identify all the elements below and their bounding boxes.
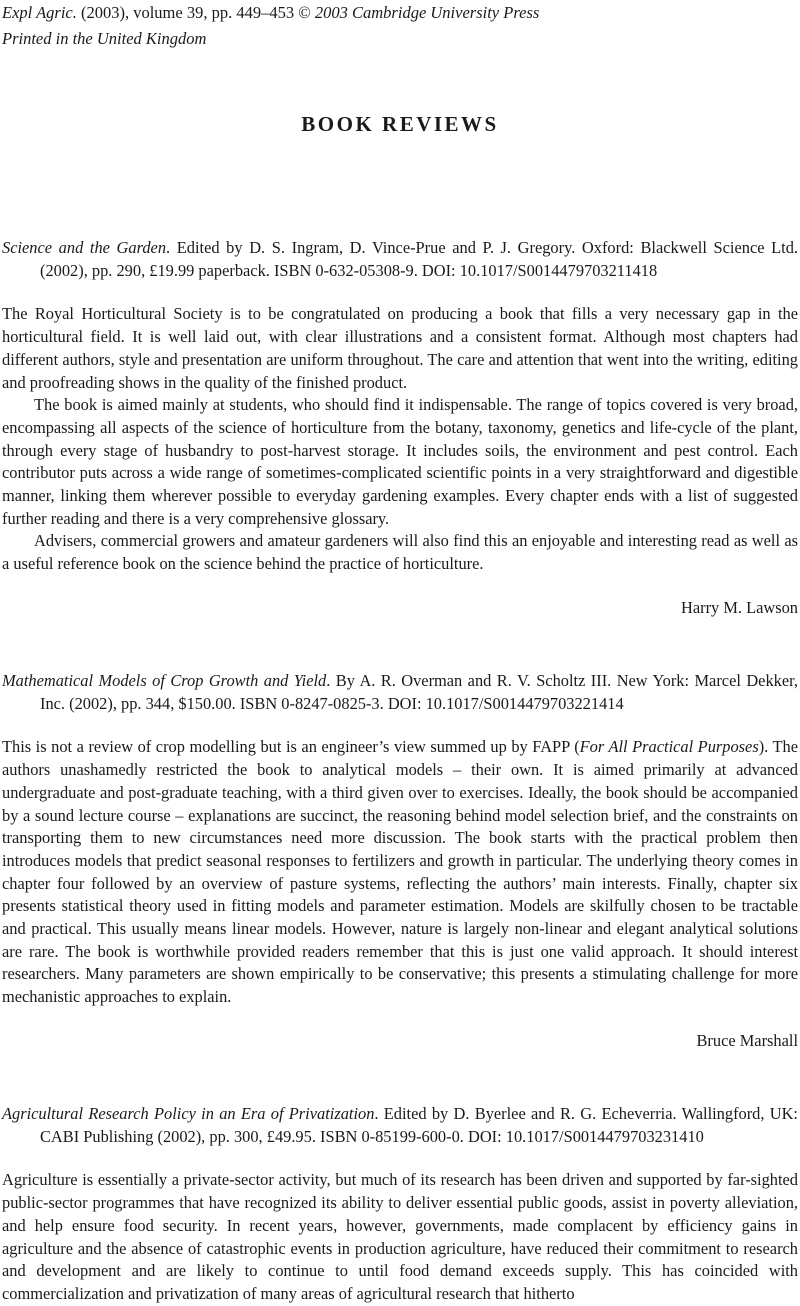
review-paragraph: Agriculture is essentially a private-sector activity, but much of its research has been driven and supported by far-sighted public-sector programmes that have recognized its ability to deliver essential public goods, assist in poverty alleviation, and help ensure food security. In recent years, however, governments, made complacent by efficiency gains in agriculture and the absence of catastrophic events in production agriculture, have reduced their commitment to research and development and are likely to continue to until food demand exceeds supply. This has coincided with commercialization and privatization of many areas of agricultural research that hitherto [2,1170,798,1303]
printed-line: Printed in the United Kingdom [2,29,207,48]
book-citation [2,237,798,282]
book-citation [2,670,798,715]
review-body [2,303,798,575]
review-body [2,1169,798,1305]
journal-header [2,0,539,52]
review-paragraph: The Royal Horticultural Society is to be congratulated on producing a book that fills a very necessary gap in the horticultural field. It is well laid out, with clear illustrations and a consistent format. Although most chapters had different authors, style and presentation are uniform throughout. The care and attention that went into the writing, editing and proofreading shows in the quality of the finished product. [2,304,798,392]
review-1 [2,237,798,620]
citation-details: . Edited by D. S. Ingram, D. Vince-Prue and P. J. Gregory. Oxford: Blackwell Science Ltd. (2002), pp. 290, £19.99 paperback. ISBN 0-632-05308-9. DOI: 10.1017/S0014479703211418 [40,238,798,280]
citation-details: . Edited by D. Byerlee and R. G. Echeverria. Wallingford, UK: CABI Publishing (2002), pp. 300, £49.95. ISBN 0-85199-600-0. DOI: 10.1017/S0014479703231410 [40,1104,798,1146]
review-3 [2,1103,798,1306]
book-citation [2,1103,798,1148]
book-title: Mathematical Models of Crop Growth and Yield [2,671,327,690]
reviewer-name: Bruce Marshall [696,1030,798,1050]
section-title: BOOK REVIEWS [301,112,499,136]
review-paragraph: The book is aimed mainly at students, who should find it indispensable. The range of topics covered is very broad, encompassing all aspects of the science of horticulture from the botany, taxonomy, genetics and life-cycle of the plant, through every stage of husbandry to post-harvest storage. It includes soils, the environment and pest control. Each contributor puts across a wide range of sometimes-complicated scientific points in a very straightforward and digestible manner, linking them wherever possible to everyday gardening examples. Every chapter ends with a list of suggested further reading and there is a very comprehensive glossary. [2,395,798,528]
copyright-text: 2003 Cambridge University Press [314,3,540,22]
book-title: Science and the Garden [2,238,167,257]
reviewer-name: Harry M. Lawson [681,597,798,617]
review-body [2,736,798,1008]
journal-citation-line [2,0,539,26]
citation-details: . By A. R. Overman and R. V. Scholtz III. New York: Marcel Dekker, Inc. (2002), pp. 344, $150.00. ISBN 0-8247-0825-3. DOI: 10.1017/S0014479703221414 [40,671,799,713]
emphasis-text: For All Practical Purposes [579,737,759,757]
journal-name: Expl Agric. [2,3,77,22]
review-paragraph: This is not a review of crop modelling but is an engineer’s view summed up by FAPP (For All Practical Purposes). The authors unashamedly restricted the book to analytical models – their own. It is aimed primarily at advanced undergraduate and post-graduate teaching, with a third given over to exercises. Ideally, the book should be accompanied by a sound lecture course – explanations are succinct, the reasoning behind model selection brief, and the constraints on transporting them to new circumstances need more discussion. The book starts with the practical problem then introduces models that predict seasonal responses to fertilizers and growth in particular. The underlying theory comes in chapter four followed by an overview of pasture systems, reflecting the authors’ main interests. Finally, chapter six presents statistical theory used in fitting models and parameter estimation. Models are skilfully chosen to be tractable and practical. This usually means linear models. However, nature is largely non-linear and elegant analytical solutions are rare. The book is worthwhile provided readers remember that this is just one valid approach. It should interest researchers. Many parameters are shown empirically to be conservative; this presents a stimulating challenge for more mechanistic approaches to explain. [2,737,798,1007]
book-title: Agricultural Research Policy in an Era of Privatization [2,1104,375,1123]
review-2 [2,670,798,1053]
review-paragraph: Advisers, commercial growers and amateur gardeners will also find this an enjoyable and interesting read as well as a useful reference book on the science behind the practice of horticulture. [2,531,798,574]
volume-info: (2003), volume 39, pp. 449–453 © [80,3,311,22]
